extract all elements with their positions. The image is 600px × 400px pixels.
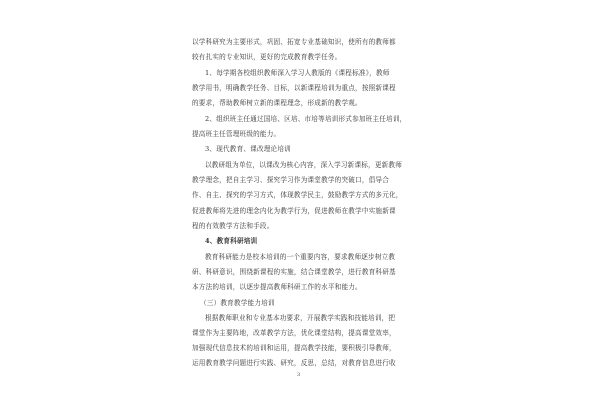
text-line: 以学科研究为主要形式，巩固、拓宽专业基础知识，使所有的教师都	[192, 38, 396, 46]
section-heading: （三）教育教学能力培训	[200, 299, 275, 307]
text-line: 较有扎实的专业知识，更好的完成教育教学任务。	[192, 53, 342, 61]
text-line: 教育科研能力是校本培训的一个重要内容，要求教师逐步树立教	[205, 253, 396, 261]
text-line: 教学用书，明确教学任务、目标，以新课程培训为重点，按照新课程	[192, 84, 396, 92]
text-line: 本方法的培训，以逐步提高教师科研工作的水平和能力。	[192, 283, 362, 291]
section-heading: 4、教育科研培训	[205, 237, 258, 245]
text-line: 教学理念，把自主学习、探究学习作为课堂教学的突破口，倡导合	[192, 176, 390, 184]
section-heading: 3、现代教育、课改理论培训	[205, 145, 291, 153]
text-line: 运用教育教学问题进行实践、研究，反思，总结，对教育信息进行收	[192, 359, 396, 367]
text-line: 促进教师将先进的理念内化为教学行为，促进教师在教学中实施新课	[192, 207, 396, 215]
text-line: 课堂作为主要阵地，改革教学方法，优化课堂结构，提高课堂效率，	[192, 329, 396, 337]
text-line: 研、科研意识，围绕新课程的实施，结合课堂教学，进行教育科研基	[192, 268, 396, 276]
text-line: 1、每学期各校组织教师深入学习人教版的《课程标准》，教师	[205, 69, 390, 77]
text-line: 加强现代信息技术的培训和运用，提高教学技能，要积极引导教师，	[192, 344, 396, 352]
page-number: 3	[297, 372, 301, 378]
text-line: 的要求，帮助教师树立新的课程理念，形成新的教学观。	[192, 99, 362, 107]
text-line: 程的有效教学方法和手段。	[192, 222, 274, 230]
text-line: 2、组织班主任通过国培、区培、市培等培训形式参加班主任培训，	[205, 115, 407, 123]
text-line: 以教研组为单位，以课改为核心内容，深入学习新课标，更新教师	[205, 161, 403, 169]
text-line: 根据教师职业和专业基本功要求，开展教学实践和技能培训，把	[205, 314, 396, 322]
text-line: 作、自主、探究的学习方式，体现教学民主，鼓励教学方式的多元化，	[192, 191, 403, 199]
text-line: 提高班主任管理班级的能力。	[192, 130, 281, 138]
